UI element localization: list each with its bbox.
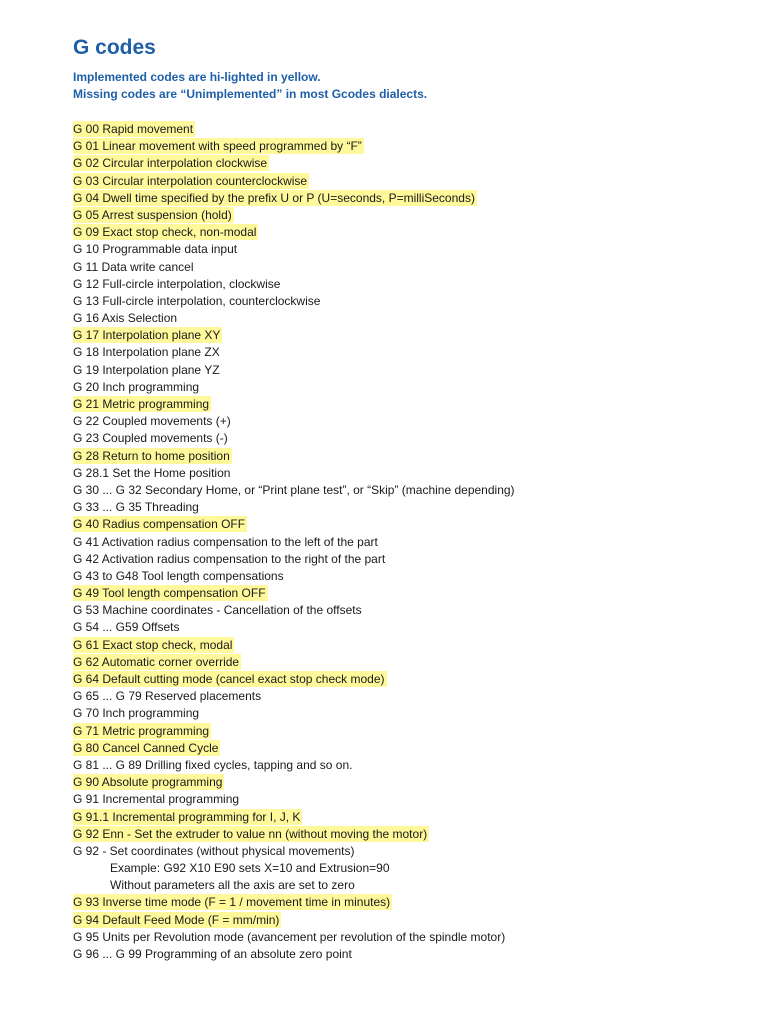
gcode-entry-text: Without parameters all the axis are set to zero <box>110 878 355 893</box>
gcode-entry <box>73 430 753 447</box>
gcode-entry-text: G 70 Inch programming <box>73 706 200 721</box>
gcode-entry-text: G 96 ... G 99 Programming of an absolute zero point <box>73 947 352 961</box>
gcode-entry-implemented <box>73 155 753 172</box>
gcode-entry-implemented <box>73 207 753 224</box>
gcode-entry <box>73 688 753 705</box>
gcode-entry-text: G 80 Cancel Canned Cycle <box>73 740 219 755</box>
gcode-entry-implemented <box>73 912 753 929</box>
gcode-entry <box>73 499 753 516</box>
gcode-entry-text: G 09 Exact stop check, non-modal <box>73 225 257 240</box>
gcode-entry-text: G 00 Rapid movement <box>73 122 194 136</box>
gcode-entry <box>73 413 753 430</box>
page-title: G codes <box>73 36 156 59</box>
gcode-entry-text: G 28 Return to home position <box>73 448 230 463</box>
gcode-entry-text: G 13 Full-circle interpolation, counterclockwise <box>73 293 321 308</box>
gcode-entry-text: G 01 Linear movement with speed programmed by “F” <box>73 139 362 154</box>
gcode-entry-text: G 64 Default cutting mode (cancel exact stop check mode) <box>73 672 385 686</box>
gcode-entry <box>73 619 753 636</box>
gcode-entry-implemented <box>73 516 753 533</box>
gcode-entry <box>73 946 753 963</box>
gcode-entry <box>73 310 753 327</box>
gcode-entry-text: G 61 Exact stop check, modal <box>73 637 233 652</box>
gcode-entry-implemented <box>73 637 753 654</box>
gcode-entry-implemented <box>73 396 753 413</box>
gcode-entry-text: G 62 Automatic corner override <box>73 654 240 669</box>
gcode-entry-text: G 71 Metric programming <box>73 723 210 738</box>
gcode-entry <box>73 379 753 396</box>
gcode-entry-text: G 21 Metric programming <box>73 397 210 411</box>
gcode-entry <box>73 534 753 551</box>
gcode-entry-text: G 20 Inch programming <box>73 379 200 394</box>
spacer <box>73 102 753 121</box>
gcode-entry-text: G 30 ... G 32 Secondary Home, or “Print plane test”, or “Skip” (machine depending) <box>73 482 515 497</box>
gcode-entry-implemented <box>73 448 753 465</box>
gcode-entry-implemented <box>73 327 753 344</box>
gcode-entry-text: G 18 Interpolation plane ZX <box>73 345 220 360</box>
gcode-note-line <box>73 860 753 877</box>
gcode-entry-text: G 43 to G48 Tool length compensations <box>73 568 284 583</box>
gcode-entry-text: G 12 Full-circle interpolation, clockwise <box>73 276 281 291</box>
gcode-entry-text: G 92 - Set coordinates (without physical movements) <box>73 843 355 858</box>
gcode-entry-text: G 95 Units per Revolution mode (avancement per revolution of the spindle motor) <box>73 929 506 944</box>
gcode-entry-implemented <box>73 190 753 207</box>
gcode-entry-text: G 41 Activation radius compensation to the left of the part <box>73 534 378 549</box>
gcode-entry <box>73 293 753 310</box>
gcode-entry <box>73 602 753 619</box>
gcode-entry <box>73 344 753 361</box>
gcode-entry-text: G 92 Enn - Set the extruder to value nn (without moving the motor) <box>73 826 428 841</box>
gcode-entry <box>73 482 753 499</box>
gcode-entry-text: G 23 Coupled movements (-) <box>73 431 228 446</box>
gcode-entry-implemented <box>73 809 753 826</box>
gcode-entry-implemented <box>73 671 753 688</box>
gcode-entry-implemented <box>73 723 753 740</box>
gcode-entry-text: G 28.1 Set the Home position <box>73 465 231 480</box>
gcode-entry <box>73 241 753 258</box>
subtitle-line-implemented: Implemented codes are hi-lighted in yellow. <box>73 70 321 84</box>
gcode-entry-text: G 04 Dwell time specified by the prefix U or P (U=seconds, P=milliSeconds) <box>73 190 475 205</box>
gcode-entry <box>73 276 753 293</box>
gcode-entry-text: G 49 Tool length compensation OFF <box>73 586 266 601</box>
gcode-entry-text: G 17 Interpolation plane XY <box>73 328 221 343</box>
gcode-entry-implemented <box>73 654 753 671</box>
gcode-entry-implemented <box>73 585 753 602</box>
gcode-entry-text: G 81 ... G 89 Drilling fixed cycles, tapping and so on. <box>73 757 353 772</box>
gcode-entry-text: G 11 Data write cancel <box>73 259 194 274</box>
gcode-entry-implemented <box>73 740 753 757</box>
gcode-entry-text: G 90 Absolute programming <box>73 775 223 790</box>
gcode-entry <box>73 465 753 482</box>
gcode-list <box>73 121 753 963</box>
gcode-entry-text: Example: G92 X10 E90 sets X=10 and Extrusion=90 <box>110 861 390 876</box>
subtitle-line-missing: Missing codes are “Unimplemented” in most Gcodes dialects. <box>73 86 428 101</box>
gcode-entry <box>73 843 753 860</box>
gcode-entry-text: G 94 Default Feed Mode (F = mm/min) <box>73 912 280 927</box>
gcode-entry-text: G 19 Interpolation plane YZ <box>73 362 220 377</box>
gcode-entry-text: G 03 Circular interpolation counterclockwise <box>73 173 308 188</box>
gcode-entry <box>73 757 753 774</box>
gcode-entry-text: G 33 ... G 35 Threading <box>73 500 199 515</box>
gcode-entry-text: G 93 Inverse time mode (F = 1 / movement time in minutes) <box>73 895 391 910</box>
gcode-entry-text: G 40 Radius compensation OFF <box>73 517 246 532</box>
gcode-entry <box>73 929 753 946</box>
gcode-entry-text: G 22 Coupled movements (+) <box>73 414 231 429</box>
gcode-note-line <box>73 877 753 894</box>
gcode-entry-text: G 91 Incremental programming <box>73 792 240 807</box>
gcode-entry-text: G 02 Circular interpolation clockwise <box>73 156 268 171</box>
gcode-entry-implemented <box>73 138 753 155</box>
gcode-entry-text: G 54 ... G59 Offsets <box>73 620 180 635</box>
document-page <box>73 34 753 963</box>
gcode-entry-implemented <box>73 121 753 138</box>
gcode-entry <box>73 568 753 585</box>
gcode-entry-text: G 65 ... G 79 Reserved placements <box>73 689 262 704</box>
gcode-entry-text: G 42 Activation radius compensation to the right of the part <box>73 551 386 566</box>
gcode-entry-implemented <box>73 173 753 190</box>
gcode-entry-text: G 91.1 Incremental programming for I, J, K <box>73 809 301 824</box>
gcode-entry-text: G 16 Axis Selection <box>73 311 178 326</box>
gcode-entry-implemented <box>73 774 753 791</box>
gcode-entry-text: G 05 Arrest suspension (hold) <box>73 207 232 222</box>
gcode-entry <box>73 551 753 568</box>
gcode-entry <box>73 791 753 808</box>
gcode-entry-implemented <box>73 224 753 241</box>
gcode-entry-text: G 10 Programmable data input <box>73 242 238 257</box>
gcode-entry <box>73 259 753 276</box>
gcode-entry <box>73 362 753 379</box>
gcode-entry-implemented <box>73 826 753 843</box>
gcode-entry <box>73 705 753 722</box>
gcode-entry-implemented <box>73 894 753 911</box>
gcode-entry-text: G 53 Machine coordinates - Cancellation of the offsets <box>73 603 362 618</box>
